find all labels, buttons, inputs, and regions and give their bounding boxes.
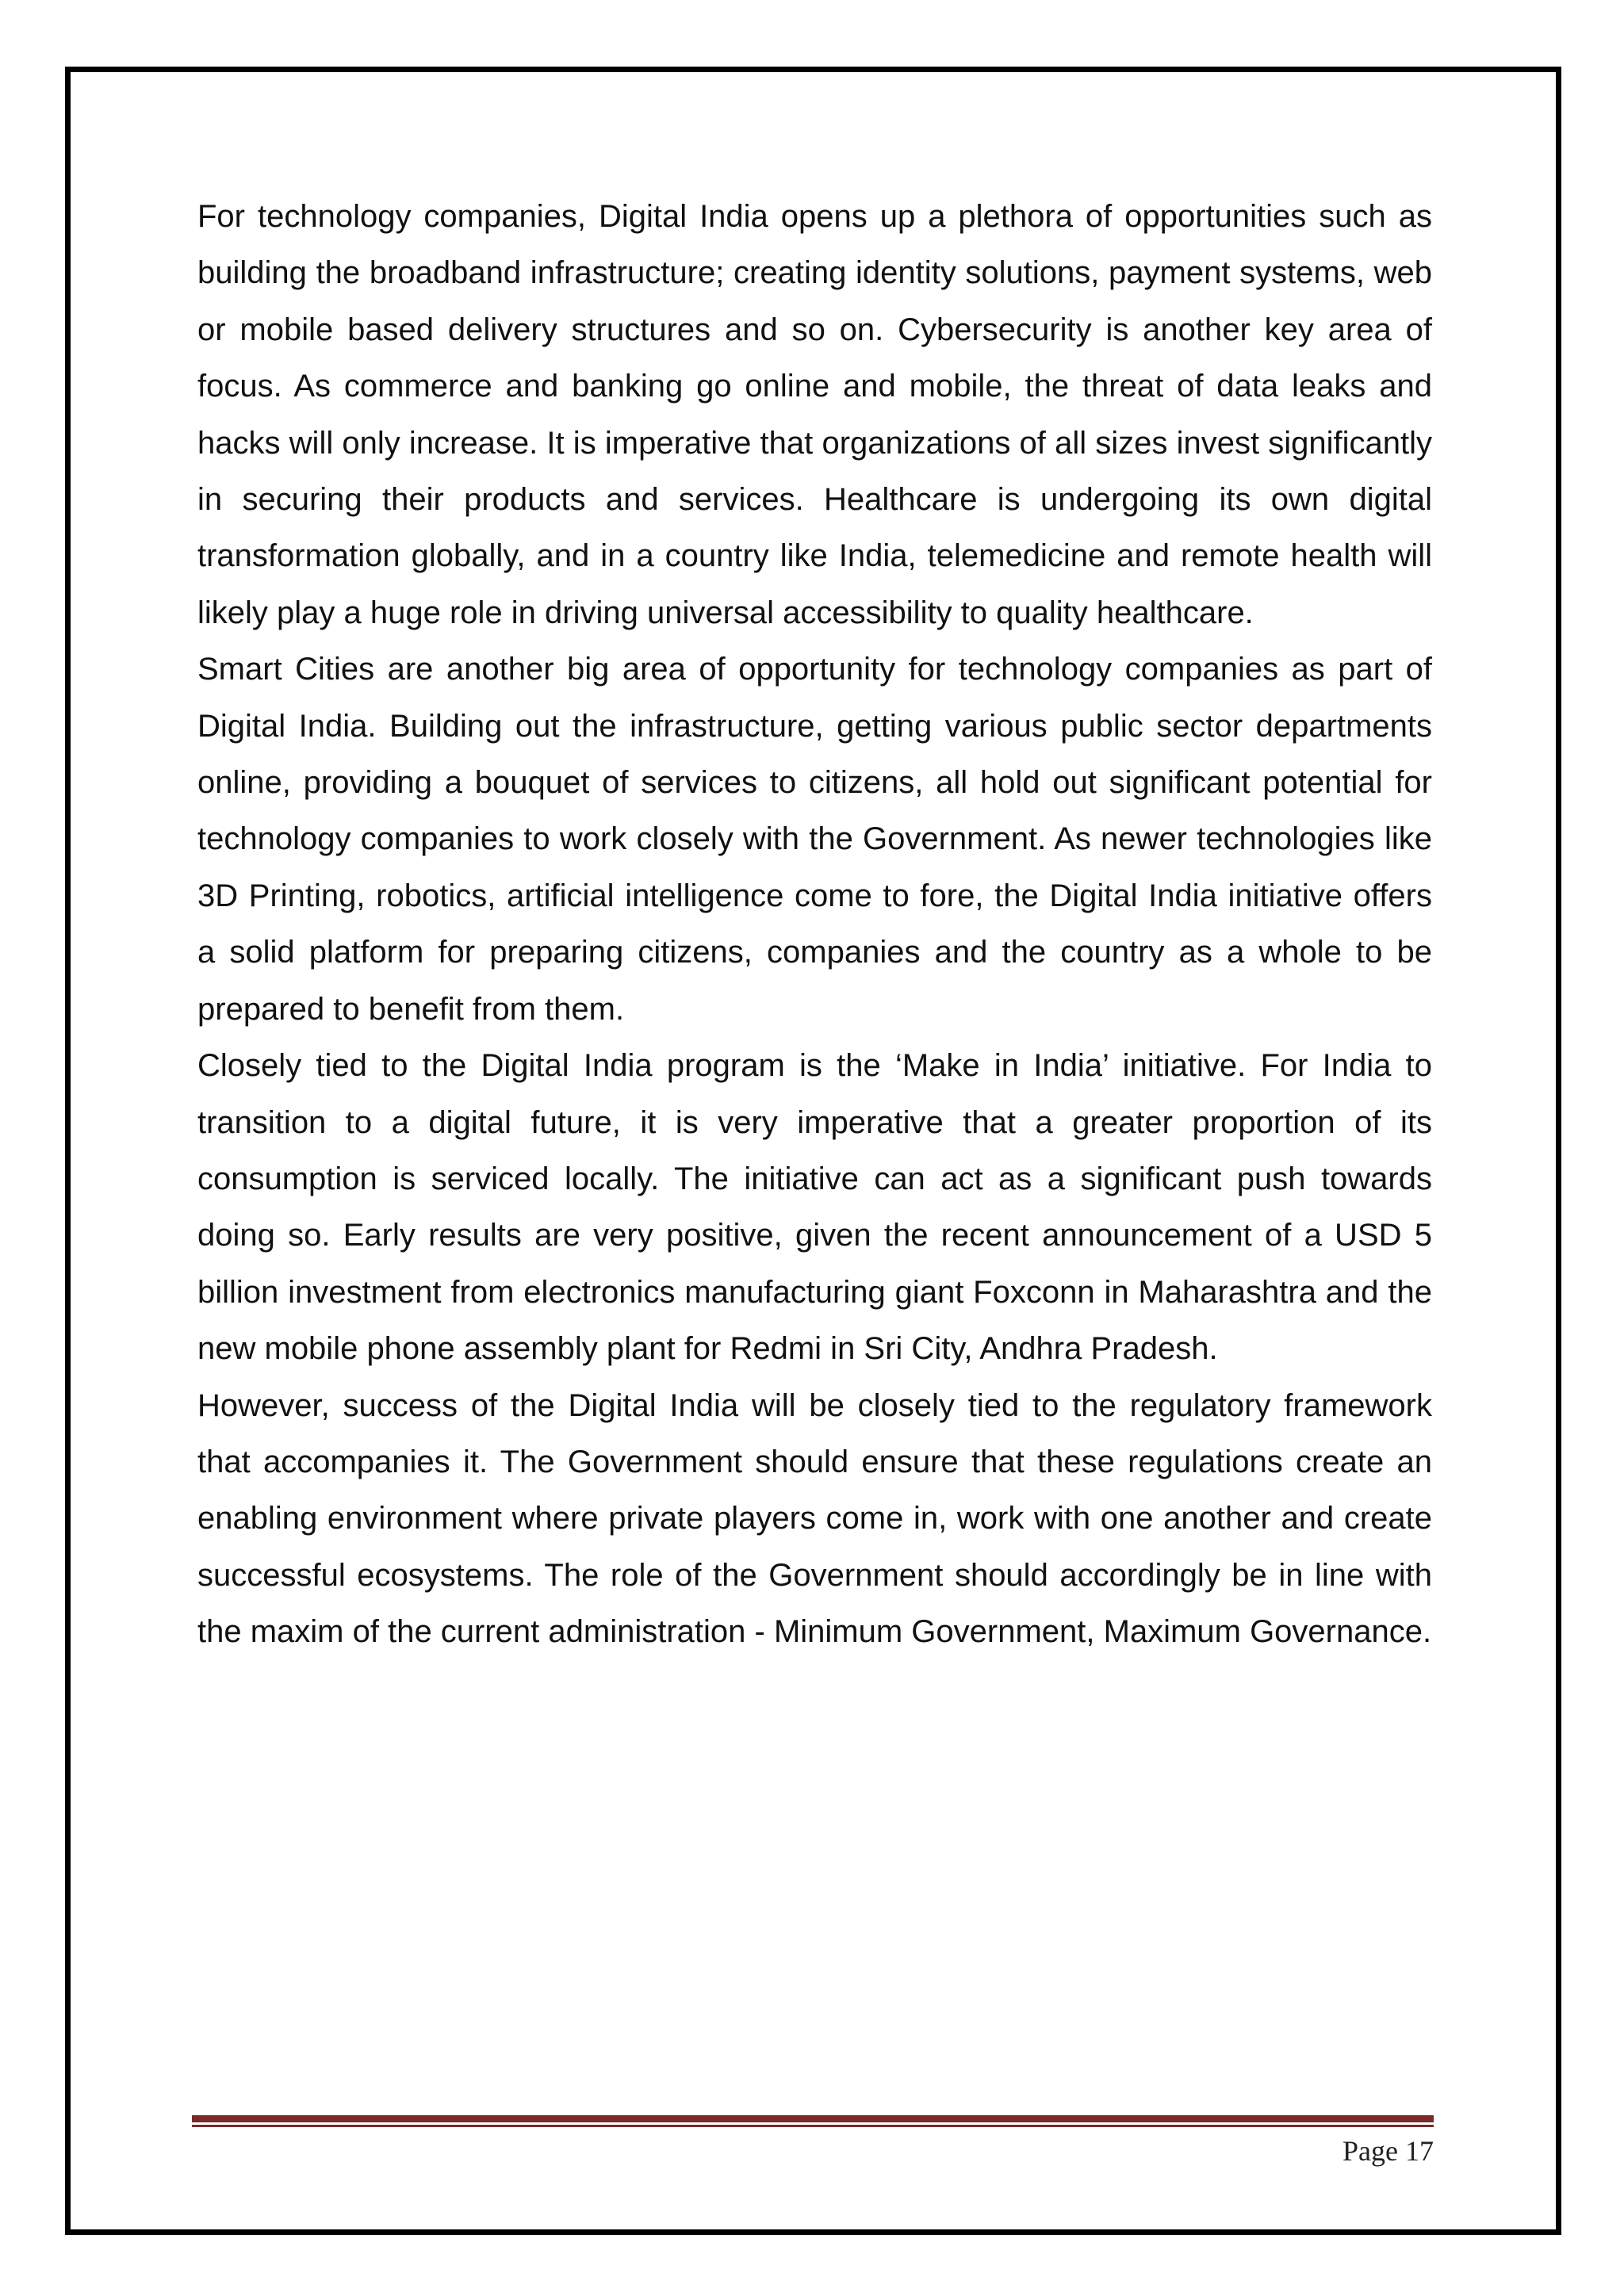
page-number: Page 17 [1342,2135,1434,2167]
footer-rule [192,2115,1434,2127]
body-text [197,189,1432,1661]
footer-rule-thin [192,2125,1434,2127]
paragraph-make-in-india: Closely tied to the Digital India program is the ‘Make in India’ initiative. For India to transition to a digital future, it is very imperative that a greater proportion of its consumption is serviced locally. The initiative can act as a significant push towards doing so. Early results are very positive, given the recent announcement of a USD 5 billion investment from electronics manufacturing giant Foxconn in Maharashtra and the new mobile phone assembly plant for Redmi in Sri City, Andhra Pradesh. [197,1048,1432,1367]
footer-rule-thick [192,2115,1434,2122]
paragraph-regulatory-framework: However, success of the Digital India will be closely tied to the regulatory framework that accompanies it. The Government should ensure that these regulations create an enabling environment where private players come in, work with one another and create successful ecosystems. The role of the Government should accordingly be in line with the maxim of the current administration - Minimum Government, Maximum Governance. [197,1387,1432,1650]
paragraph-smart-cities: Smart Cities are another big area of opportunity for technology companies as part of Digital India. Building out the infrastructure, getting various public sector departments online, providing a bouquet of services to citizens, all hold out significant potential for technology companies to work closely with the Government. As newer technologies like 3D Printing, robotics, artificial intelligence come to fore, the Digital India initiative offers a solid platform for preparing citizens, companies and the country as a whole to be prepared to benefit from them. [197,652,1432,1027]
paragraph-technology-opportunities: For technology companies, Digital India opens up a plethora of opportunities such as building the broadband infrastructure; creating identity solutions, payment systems, web or mobile based delivery structures and so on. Cybersecurity is another key area of focus. As commerce and banking go online and mobile, the threat of data leaks and hacks will only increase. It is imperative that organizations of all sizes invest significantly in securing their products and services. Healthcare is undergoing its own digital transformation globally, and in a country like India, telemedicine and remote health will likely play a huge role in driving universal accessibility to quality healthcare. [197,199,1432,630]
